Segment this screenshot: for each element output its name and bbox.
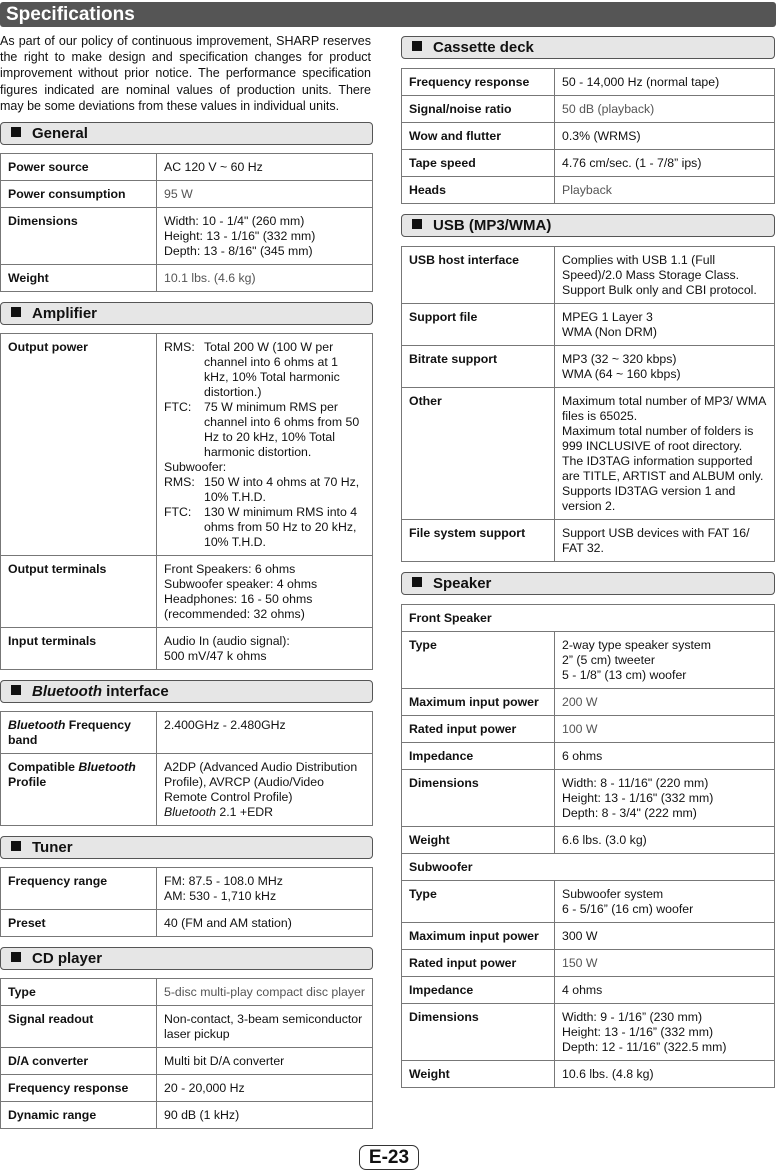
version-text: 2.1 +EDR — [215, 805, 274, 820]
row-label: Output terminals — [1, 556, 157, 628]
row-value: 2-way type speaker system 2” (5 cm) tweeter 5 - 1/8” (13 cm) woofer — [555, 632, 775, 689]
table-row — [1, 868, 373, 910]
row-value: Multi bit D/A converter — [157, 1048, 373, 1075]
row-value: Support USB devices with FAT 16/ FAT 32. — [555, 520, 775, 562]
table-row — [1, 1075, 373, 1102]
row-value: Width: 8 - 11/16" (220 mm) Height: 13 - 1/16" (332 mm) Depth: 8 - 3/4" (222 mm) — [555, 770, 775, 827]
row-label: Wow and flutter — [402, 123, 555, 150]
row-value: Audio In (audio signal): 500 mV/47 k ohms — [157, 628, 373, 670]
row-label: Preset — [1, 910, 157, 937]
row-value: MPEG 1 Layer 3 WMA (Non DRM) — [555, 304, 775, 346]
row-label: USB host interface — [402, 247, 555, 304]
row-label: File system support — [402, 520, 555, 562]
square-bullet-icon — [11, 952, 21, 962]
section-title: Cassette deck — [433, 39, 534, 56]
row-value: 90 dB (1 kHz) — [157, 1102, 373, 1129]
row-label: Power consumption — [1, 181, 157, 208]
table-row — [402, 827, 775, 854]
table-row — [402, 881, 775, 923]
ftc-line — [164, 400, 365, 460]
table-row — [402, 923, 775, 950]
row-value: Width: 9 - 1/16” (230 mm) Height: 13 - 1/16” (332 mm) Depth: 12 - 11/16” (322.5 mm) — [555, 1004, 775, 1061]
table-row — [1, 154, 373, 181]
row-value: 6 ohms — [555, 743, 775, 770]
section-title-italic: Bluetooth — [32, 683, 102, 701]
row-label — [1, 712, 157, 754]
ftc-key: FTC: — [164, 400, 192, 415]
square-bullet-icon — [11, 841, 21, 851]
square-bullet-icon — [11, 685, 21, 695]
rms-value: Total 200 W (100 W per channel into 6 ohms at 1 kHz, 10% Total harmonic distortion.) — [204, 340, 340, 400]
table-row — [1, 754, 373, 826]
table-row — [1, 979, 373, 1006]
section-header-bluetooth — [0, 680, 373, 703]
left-column — [0, 33, 373, 1129]
profile-value: A2DP (Advanced Audio Distribution Profile), AVRCP (Audio/Video Remote Control Profile) — [164, 760, 358, 805]
subwoofer-label: Subwoofer: — [164, 460, 227, 475]
table-row — [402, 770, 775, 827]
row-label: D/A converter — [1, 1048, 157, 1075]
section-title: USB (MP3/WMA) — [433, 217, 552, 234]
sub-rms-value: 150 W into 4 ohms at 70 Hz, 10% T.H.D. — [204, 475, 360, 505]
table-row — [402, 1061, 775, 1088]
row-value: 200 W — [555, 689, 775, 716]
usb-table — [401, 246, 775, 562]
rms-line — [164, 340, 365, 400]
table-row — [402, 1004, 775, 1061]
row-label: Output power — [1, 334, 157, 556]
row-value: Subwoofer system 6 - 5/16” (16 cm) woofer — [555, 881, 775, 923]
table-row — [1, 910, 373, 937]
row-label: Weight — [402, 1061, 555, 1088]
row-label: Dimensions — [402, 770, 555, 827]
section-header-usb — [401, 214, 775, 237]
square-bullet-icon — [11, 307, 21, 317]
table-row — [402, 69, 775, 96]
section-title: CD player — [32, 950, 103, 968]
section-header-amplifier — [0, 302, 373, 325]
label-text: Compatible — [8, 760, 79, 775]
row-label: Other — [402, 388, 555, 520]
label-italic: Bluetooth — [78, 760, 136, 775]
table-row — [1, 628, 373, 670]
table-row — [1, 265, 373, 292]
row-label: Frequency response — [1, 1075, 157, 1102]
amplifier-table — [0, 333, 373, 670]
table-row — [1, 1006, 373, 1048]
row-label: Type — [402, 632, 555, 689]
row-label: Tape speed — [402, 150, 555, 177]
row-label: Dimensions — [402, 1004, 555, 1061]
speaker-table — [401, 604, 775, 1088]
subwoofer-label: Subwoofer — [402, 854, 775, 881]
table-row — [1, 556, 373, 628]
cd-player-table — [0, 978, 373, 1129]
table-row — [402, 743, 775, 770]
table-row — [402, 977, 775, 1004]
row-label: Dimensions — [1, 208, 157, 265]
row-label: Weight — [402, 827, 555, 854]
table-row — [402, 304, 775, 346]
sub-ftc-line — [164, 505, 365, 550]
row-value: 0.3% (WRMS) — [555, 123, 775, 150]
page-title-bar — [0, 2, 776, 27]
label-text: Profile — [8, 775, 47, 790]
row-value: AC 120 V ~ 60 Hz — [157, 154, 373, 181]
row-label: Frequency response — [402, 69, 555, 96]
profile-version — [164, 805, 365, 820]
row-label: Rated input power — [402, 716, 555, 743]
row-label: Frequency range — [1, 868, 157, 910]
section-title: Amplifier — [32, 305, 98, 323]
rms-key: RMS: — [164, 340, 195, 355]
row-label: Impedance — [402, 743, 555, 770]
table-row — [1, 1102, 373, 1129]
row-value: 5-disc multi-play compact disc player — [157, 979, 373, 1006]
intro-paragraph: As part of our policy of continuous improvement, SHARP reserves the right to make design and specification changes for product improvement without prior notice. The performance specification figures indicated are nominal values of production units. There may be some deviations from these values in individual units. — [0, 34, 371, 113]
table-row — [402, 520, 775, 562]
table-row — [402, 150, 775, 177]
row-value: 40 (FM and AM station) — [157, 910, 373, 937]
row-value: FM: 87.5 - 108.0 MHz AM: 530 - 1,710 kHz — [157, 868, 373, 910]
row-value: Complies with USB 1.1 (Full Speed)/2.0 Mass Storage Class. Support Bulk only and CBI protocol. — [555, 247, 775, 304]
row-value: 50 - 14,000 Hz (normal tape) — [555, 69, 775, 96]
tuner-table — [0, 867, 373, 937]
row-value: 50 dB (playback) — [555, 96, 775, 123]
row-label — [1, 754, 157, 826]
row-value: Width: 10 - 1/4" (260 mm) Height: 13 - 1/16" (332 mm) Depth: 13 - 8/16" (345 mm) — [157, 208, 373, 265]
row-value: MP3 (32 ~ 320 kbps) WMA (64 ~ 160 kbps) — [555, 346, 775, 388]
output-power-value — [157, 334, 373, 556]
row-value: 150 W — [555, 950, 775, 977]
page-title: Specifications — [6, 4, 135, 25]
sub-rms-line — [164, 475, 365, 505]
row-value: Non-contact, 3-beam semiconductor laser pickup — [157, 1006, 373, 1048]
page-number: E-23 — [359, 1145, 419, 1170]
label-italic: Bluetooth — [8, 718, 66, 733]
section-header-tuner — [0, 836, 373, 859]
row-label: Signal/noise ratio — [402, 96, 555, 123]
table-row — [1, 208, 373, 265]
sub-ftc-key: FTC: — [164, 505, 192, 520]
row-label: Weight — [1, 265, 157, 292]
row-label: Maximum input power — [402, 923, 555, 950]
table-row — [402, 177, 775, 204]
table-row — [402, 96, 775, 123]
row-value: Maximum total number of MP3/ WMA files is 65025. Maximum total number of folders is 999 INCLUSIVE of root directory. The ID3TAG information supported are TITLE, ARTIST and ALBUM only. Supports ID3TAG version 1 and version 2. — [555, 388, 775, 520]
sub-rms-key: RMS: — [164, 475, 195, 490]
row-value: 20 - 20,000 Hz — [157, 1075, 373, 1102]
row-label: Signal readout — [1, 1006, 157, 1048]
table-row — [1, 712, 373, 754]
general-table — [0, 153, 373, 292]
section-title: Tuner — [32, 839, 73, 857]
row-value: 2.400GHz - 2.480GHz — [157, 712, 373, 754]
table-row — [402, 716, 775, 743]
row-label: Dynamic range — [1, 1102, 157, 1129]
row-label: Input terminals — [1, 628, 157, 670]
square-bullet-icon — [412, 219, 422, 229]
cassette-table — [401, 68, 775, 204]
row-value: 300 W — [555, 923, 775, 950]
row-value: 10.1 lbs. (4.6 kg) — [157, 265, 373, 292]
section-title: General — [32, 125, 88, 143]
table-row — [402, 950, 775, 977]
row-value: 10.6 lbs. (4.8 kg) — [555, 1061, 775, 1088]
square-bullet-icon — [412, 41, 422, 51]
section-header-speaker — [401, 572, 775, 595]
sub-ftc-value: 130 W minimum RMS into 4 ohms from 50 Hz to 20 kHz, 10% T.H.D. — [204, 505, 358, 550]
row-value: 100 W — [555, 716, 775, 743]
label-text: Frequency band — [8, 718, 131, 748]
square-bullet-icon — [11, 127, 21, 137]
row-value — [157, 754, 373, 826]
table-row — [1, 181, 373, 208]
row-label: Power source — [1, 154, 157, 181]
table-row — [402, 605, 775, 632]
row-value: 4 ohms — [555, 977, 775, 1004]
version-italic: Bluetooth — [164, 805, 216, 820]
row-value: 6.6 lbs. (3.0 kg) — [555, 827, 775, 854]
right-column — [401, 36, 775, 1088]
table-row — [402, 346, 775, 388]
section-header-cassette — [401, 36, 775, 59]
row-value: 95 W — [157, 181, 373, 208]
table-row — [1, 334, 373, 556]
table-row — [402, 689, 775, 716]
row-label: Impedance — [402, 977, 555, 1004]
bluetooth-table — [0, 711, 373, 826]
row-label: Maximum input power — [402, 689, 555, 716]
square-bullet-icon — [412, 577, 422, 587]
section-title: interface — [101, 683, 169, 701]
row-label: Type — [1, 979, 157, 1006]
table-row — [1, 1048, 373, 1075]
row-label: Bitrate support — [402, 346, 555, 388]
table-row — [402, 632, 775, 689]
row-label: Heads — [402, 177, 555, 204]
front-speaker-label: Front Speaker — [402, 605, 775, 632]
row-value: Front Speakers: 6 ohms Subwoofer speaker: 4 ohms Headphones: 16 - 50 ohms (recommended: 32 ohms) — [157, 556, 373, 628]
section-title: Speaker — [433, 575, 492, 592]
table-row — [402, 123, 775, 150]
ftc-value: 75 W minimum RMS per channel into 6 ohms from 50 Hz to 20 kHz, 10% Total harmonic distortion. — [204, 400, 360, 460]
row-label: Support file — [402, 304, 555, 346]
table-row — [402, 388, 775, 520]
row-value: 4.76 cm/sec. (1 - 7/8” ips) — [555, 150, 775, 177]
section-header-general — [0, 122, 373, 145]
row-value: Playback — [555, 177, 775, 204]
row-label: Type — [402, 881, 555, 923]
section-header-cd-player — [0, 947, 373, 970]
table-row — [402, 854, 775, 881]
table-row — [402, 247, 775, 304]
row-label: Rated input power — [402, 950, 555, 977]
